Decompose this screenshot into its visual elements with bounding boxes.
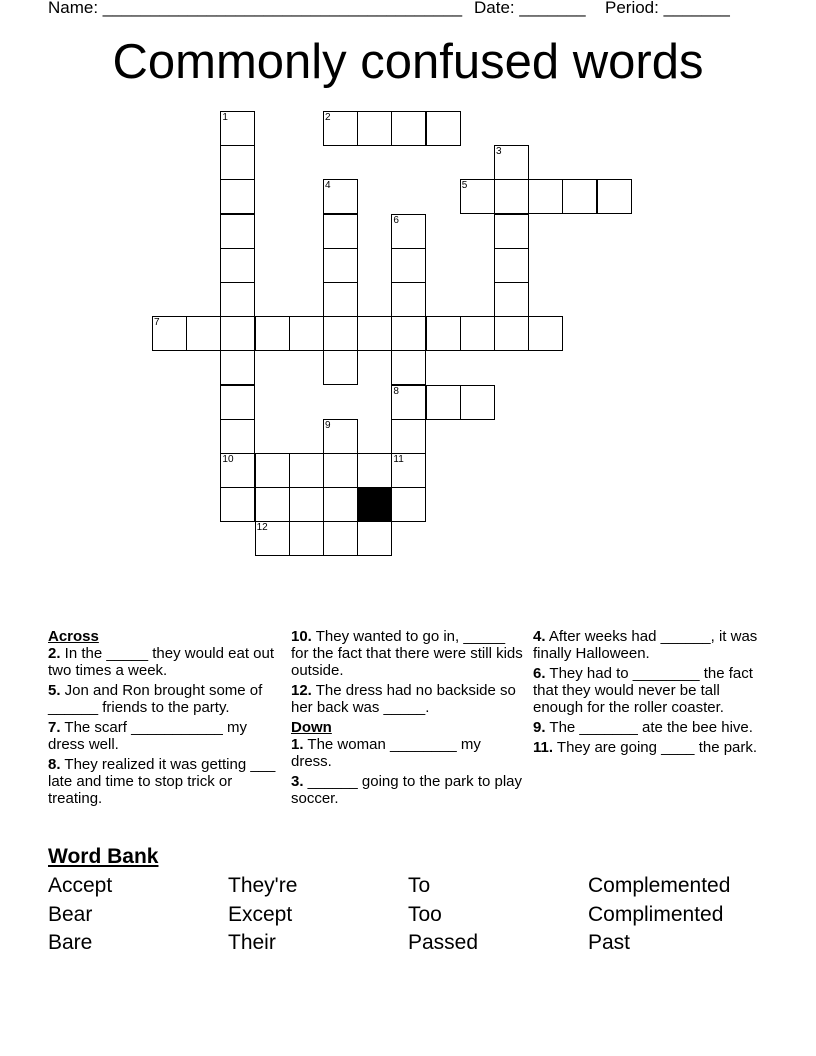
cell-number: 7 [154, 317, 160, 329]
period-line: Period: _______ [605, 0, 730, 17]
clues-column-2 [291, 628, 523, 810]
cell-number: 2 [325, 112, 331, 123]
across-heading: Across [48, 628, 99, 645]
grid-cell[interactable] [220, 453, 255, 488]
grid-cell[interactable] [426, 385, 461, 420]
grid-cell[interactable] [220, 248, 255, 283]
page-title: Commonly confused words [112, 35, 704, 89]
clue-across-7: 7. The scarf ___________ my dress well. [48, 719, 248, 753]
grid-cell[interactable] [528, 316, 563, 351]
grid-cell[interactable] [289, 487, 324, 522]
clue-across-5: 5. Jon and Ron brought some of ______ friends to the party. [48, 682, 263, 716]
grid-cell[interactable] [255, 521, 290, 556]
grid-cell[interactable] [220, 111, 255, 146]
grid-cell[interactable] [323, 521, 358, 556]
grid-cell[interactable] [255, 487, 290, 522]
word-bank-item: To [408, 874, 431, 897]
grid-cell[interactable] [391, 487, 426, 522]
grid-cell[interactable] [220, 145, 255, 180]
grid-cell[interactable] [323, 248, 358, 283]
grid-cell[interactable] [562, 179, 597, 214]
grid-cell[interactable] [323, 487, 358, 522]
grid-cell[interactable] [391, 385, 426, 420]
grid-cell[interactable] [391, 111, 426, 146]
cell-number: 5 [461, 180, 468, 192]
name-line: Name: ______________________________________ [48, 0, 463, 17]
grid-cell[interactable] [426, 111, 461, 146]
cell-number: 1 [222, 112, 228, 123]
clue-down-4: 4. After weeks had ______, it was finally Halloween. [533, 628, 758, 662]
grid-cell[interactable] [357, 111, 392, 146]
clue-across-10: 10. They wanted to go in, _____ for the fact that there were still kids outside. [291, 628, 523, 679]
grid-cell[interactable] [460, 179, 495, 214]
grid-cell[interactable] [289, 521, 324, 556]
grid-cell[interactable] [494, 145, 529, 180]
grid-cell[interactable] [220, 316, 255, 351]
grid-cell[interactable] [426, 316, 461, 351]
cell-number: 8 [393, 385, 399, 397]
grid-cell[interactable] [460, 385, 495, 420]
grid-cell[interactable] [460, 316, 495, 351]
grid-cell[interactable] [391, 214, 426, 249]
clue-down-9: 9. The _______ ate the bee hive. [533, 719, 753, 736]
grid-cell[interactable] [255, 316, 290, 351]
grid-cell[interactable] [391, 316, 426, 351]
grid-cell[interactable] [152, 316, 187, 351]
word-bank-item: Accept [48, 874, 113, 897]
clue-down-11: 11. They are going ____ the park. [533, 739, 758, 756]
grid-cell[interactable] [494, 316, 529, 351]
word-bank-item: They're [228, 874, 298, 897]
grid-cell[interactable] [220, 214, 255, 249]
cell-number: 4 [325, 180, 331, 192]
grid-cell[interactable] [289, 453, 324, 488]
clue-down-6: 6. They had to ________ the fact that they would never be tall enough for the roller coaster. [533, 665, 753, 716]
word-bank-item: Passed [408, 931, 479, 954]
word-bank-title: Word Bank [48, 845, 159, 868]
cell-number: 3 [496, 146, 502, 158]
grid-cell[interactable] [357, 521, 392, 556]
word-bank-item: Past [588, 931, 631, 954]
grid-cell[interactable] [494, 214, 529, 249]
grid-cell[interactable] [220, 282, 255, 317]
word-bank-item: Bear [48, 903, 93, 926]
grid-cell[interactable] [528, 179, 563, 214]
clue-across-2: 2. In the _____ they would eat out two times a week. [48, 645, 275, 679]
grid-cell[interactable] [494, 248, 529, 283]
grid-cell[interactable] [220, 179, 255, 214]
grid-cell[interactable] [323, 453, 358, 488]
cell-number: 11 [393, 454, 404, 465]
grid-cell[interactable] [391, 248, 426, 283]
grid-cell[interactable] [494, 179, 529, 214]
grid-cell[interactable] [391, 419, 426, 454]
clues-column-3 [533, 628, 765, 759]
down-heading: Down [291, 719, 332, 736]
cell-number: 9 [325, 419, 331, 431]
word-bank-item: Complimented [588, 903, 724, 926]
word-bank-item: Their [228, 931, 276, 954]
cell-number: 6 [393, 214, 399, 226]
grid-cell[interactable] [323, 214, 358, 249]
clue-across-12: 12. The dress had no backside so her back was _____. [291, 682, 516, 716]
word-bank-item: Bare [48, 931, 93, 954]
word-bank-item: Complemented [588, 874, 731, 897]
clue-down-1: 1. The woman ________ my dress. [291, 736, 481, 770]
clues-column-1 [48, 628, 280, 810]
grid-cell[interactable] [323, 111, 358, 146]
grid-cell[interactable] [255, 453, 290, 488]
grid-cell[interactable] [220, 385, 255, 420]
grid-cell[interactable] [323, 419, 358, 454]
blocked-cell [357, 487, 392, 522]
grid-cell[interactable] [494, 282, 529, 317]
grid-cell[interactable] [391, 453, 426, 488]
grid-cell[interactable] [357, 316, 392, 351]
grid-cell[interactable] [289, 316, 324, 351]
word-bank-item: Too [408, 903, 442, 926]
cell-number: 12 [256, 522, 268, 534]
word-bank-item: Except [228, 903, 293, 926]
grid-cell[interactable] [186, 316, 221, 351]
clue-down-3: 3. ______ going to the park to play soccer. [291, 773, 523, 807]
grid-cell[interactable] [357, 453, 392, 488]
clue-across-8: 8. They realized it was getting ___ late and time to stop trick or treating. [48, 756, 276, 807]
grid-cell[interactable] [323, 350, 358, 385]
date-line: Date: _______ [474, 0, 586, 17]
grid-cell[interactable] [391, 350, 426, 385]
grid-cell[interactable] [323, 179, 358, 214]
grid-cell[interactable] [220, 487, 255, 522]
grid-cell[interactable] [391, 282, 426, 317]
grid-cell[interactable] [323, 316, 358, 351]
grid-cell[interactable] [597, 179, 632, 214]
grid-cell[interactable] [220, 350, 255, 385]
grid-cell[interactable] [323, 282, 358, 317]
grid-cell[interactable] [220, 419, 255, 454]
cell-number: 10 [222, 454, 234, 465]
